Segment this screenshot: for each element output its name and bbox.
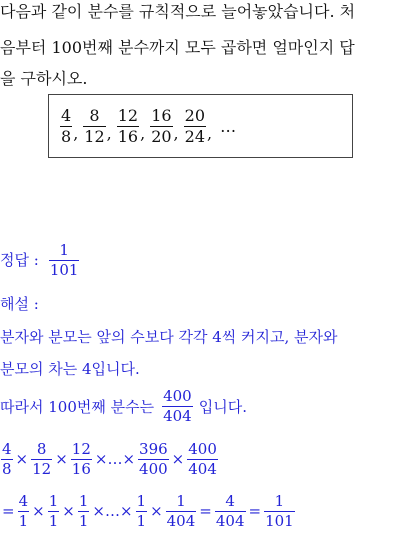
result-line [0, 493, 296, 529]
seq-num-4: 16 [151, 105, 172, 125]
explanation-line-1: 분자와 분모는 앞의 수보다 각각 4씩 커지고, 분자와 [0, 328, 338, 346]
product-term-3-den: 16 [71, 459, 91, 478]
result-term-2-den: 1 [48, 511, 59, 530]
seq-den-1: 8 [61, 126, 72, 146]
product-term-1-num: 4 [2, 440, 12, 458]
answer-row [0, 242, 80, 278]
seq-den-5: 24 [184, 126, 205, 146]
result-final [264, 493, 295, 529]
seq-ellipsis: … [220, 116, 237, 136]
product-term-6-num: 400 [188, 440, 217, 458]
product-term-5-den: 400 [139, 459, 168, 478]
answer-den: 101 [49, 260, 79, 279]
seq-den-4: 20 [151, 126, 172, 146]
result-times: × [62, 502, 75, 520]
result-term-5 [136, 493, 148, 529]
result-equals-1: = [199, 502, 212, 520]
product-term-1-den: 8 [2, 459, 12, 478]
result-times: × [150, 502, 163, 520]
result-equals-2: = [248, 502, 262, 520]
question-line-2: 음부터 100번째 분수까지 모두 곱하면 얼마인지 답 [0, 38, 355, 57]
seq-fraction-4 [150, 107, 172, 145]
product-line [0, 441, 219, 477]
result-final-num: 1 [274, 492, 285, 510]
answer-label: 정답 : [0, 251, 39, 269]
product-term-6 [187, 441, 218, 477]
explanation-label: 해설 : [0, 295, 39, 313]
answer-num: 1 [59, 241, 69, 259]
result-term-3 [78, 493, 90, 529]
result-term-5-num: 1 [136, 492, 147, 510]
result-term-1 [18, 493, 30, 529]
seq-separator: , [173, 124, 179, 143]
result-term-1-num: 4 [18, 492, 29, 510]
result-term-3-den: 1 [78, 511, 89, 530]
hundredth-den: 404 [163, 406, 192, 425]
seq-fraction-5 [184, 107, 206, 145]
result-simplified [215, 493, 246, 529]
product-term-3-num: 12 [71, 440, 91, 458]
product-term-2 [31, 441, 52, 477]
result-term-3-num: 1 [78, 492, 89, 510]
explanation-line-3-prefix: 따라서 100번째 분수는 [0, 397, 155, 416]
explanation-line-3 [0, 388, 247, 424]
seq-num-2: 8 [89, 105, 100, 125]
seq-separator: , [207, 124, 213, 143]
question-line-1: 다음과 같이 분수를 규칙적으로 늘어놓았습니다. 처 [0, 2, 356, 21]
result-simplified-den: 404 [215, 511, 245, 530]
result-equals-prefix: = [2, 502, 15, 520]
product-term-2-num: 8 [36, 440, 47, 458]
result-final-den: 101 [265, 511, 294, 530]
result-term-2 [48, 493, 60, 529]
result-ellipsis-op: ×…× [92, 502, 133, 520]
product-ellipsis-op: ×…× [94, 450, 136, 468]
seq-num-3: 12 [117, 105, 139, 125]
hundredth-num: 400 [163, 387, 192, 405]
seq-fraction-2 [83, 107, 105, 145]
seq-separator: , [106, 124, 112, 143]
result-term-1-den: 1 [18, 511, 29, 530]
explanation-line-3-suffix: 입니다. [198, 397, 247, 416]
seq-den-3: 16 [117, 126, 139, 146]
seq-fraction-1 [60, 107, 72, 145]
result-term-6-num: 1 [176, 492, 186, 510]
product-term-3 [71, 441, 92, 477]
product-term-1 [1, 441, 13, 477]
result-simplified-num: 4 [225, 492, 235, 510]
answer-fraction [49, 242, 80, 278]
seq-den-2: 12 [84, 126, 105, 146]
product-term-6-den: 404 [188, 459, 217, 478]
question-line-3: 을 구하시오. [0, 69, 88, 88]
sequence-box [48, 94, 353, 158]
result-term-6-den: 404 [166, 511, 196, 530]
product-term-2-den: 12 [32, 459, 52, 478]
seq-fraction-3 [117, 107, 139, 145]
product-term-5 [138, 441, 169, 477]
product-term-5-num: 396 [139, 440, 168, 458]
seq-separator: , [140, 124, 146, 143]
result-term-2-num: 1 [48, 492, 59, 510]
hundredth-fraction [162, 388, 193, 424]
product-times: × [55, 450, 68, 468]
product-times: × [171, 450, 185, 468]
result-times: × [32, 502, 45, 520]
seq-num-1: 4 [61, 105, 72, 125]
explanation-line-2: 분모의 차는 4입니다. [0, 360, 140, 378]
product-times: × [15, 450, 29, 468]
result-term-6 [166, 493, 197, 529]
seq-num-5: 20 [184, 105, 205, 125]
seq-separator: , [73, 124, 79, 143]
result-term-5-den: 1 [136, 511, 147, 530]
